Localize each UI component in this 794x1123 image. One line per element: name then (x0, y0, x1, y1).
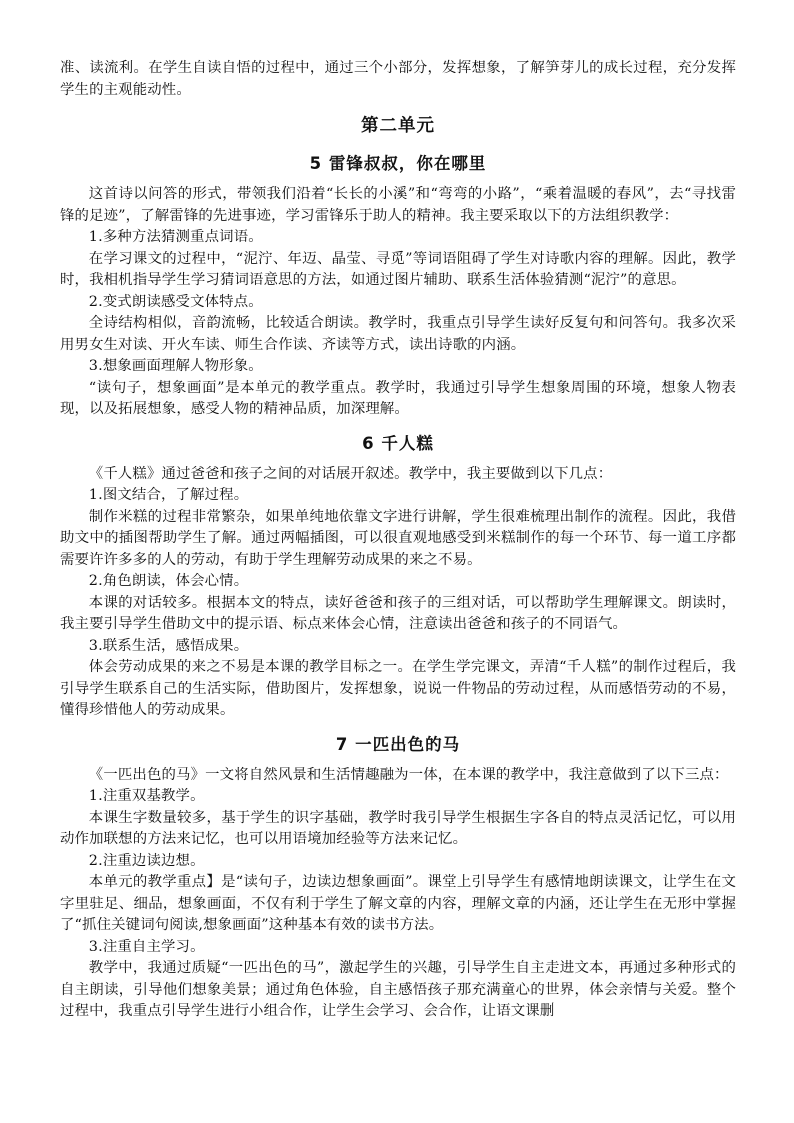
intro-paragraph: 准、读流利。在学生自读自悟的过程中，通过三个小部分，发挥想象，了解笋芽儿的成长过程，充分发挥学生的主观能动性。 (60, 60, 736, 98)
lesson-6-paragraph: 《千人糕》通过爸爸和孩子之间的对话展开叙述。教学中，我主要做到以下几点： (88, 465, 613, 482)
document-page (60, 58, 736, 1023)
unit-title: 第二单元 (361, 116, 435, 136)
lesson-6-point-heading: 2.角色朗读，体会心情。 (88, 573, 249, 589)
lesson-6-point-heading: 1.图文结合，了解过程。 (88, 487, 249, 503)
lesson-7-paragraph: 本课生字数量较多，基于学生的识字基础，教学时我引导学生根据生字各自的特点灵活记忆，可以用动作加联想的方法来记忆，也可以用语境加经验等方法来记忆。 (60, 809, 736, 847)
lesson-7-paragraph: 教学中，我通过质疑“一匹出色的马”，激起学生的兴趣，引导学生自主走进文本，再通过多种形式的自主朗读，引导他们想象美景；通过角色体验，自主感悟孩子那充满童心的世界，体会亲情与关爱。整个过程中，我重点引导学生进行小组合作，让学生会学习、会合作，让语文课删 (60, 960, 736, 1019)
lesson-5-paragraph: 全诗结构相似，音韵流畅，比较适合朗读。教学时，我重点引导学生读好反复句和问答句。我多次采用男女生对读、开火车读、师生合作读、齐读等方式，读出诗歌的内涵。 (60, 315, 736, 353)
lesson-5-point-heading: 1.多种方法猜测重点词语。 (88, 229, 263, 245)
lesson-5-point-heading: 2.变式朗读感受文体特点。 (88, 293, 263, 310)
lesson-5-paragraph: “读句子，想象画面”是本单元的教学重点。教学时，我通过引导学生想象周围的环境，想象人物表现，以及拓展想象，感受人物的精神品质，加深理解。 (60, 379, 736, 417)
lesson-6-paragraph: 体会劳动成果的来之不易是本课的教学目标之一。在学生学完课文，弄清“千人糕”的制作过程后，我引导学生联系自己的生活实际，借助图片，发挥想象，说说一件物品的劳动过程，从而感悟劳动的不易，懂得珍惜他人的劳动成果。 (60, 659, 736, 718)
lesson-5-paragraph: 在学习课文的过程中，“泥泞、年迈、晶莹、寻觅”等词语阻碍了学生对诗歌内容的理解。因此，教学时，我相机指导学生学习猜词语意思的方法，如通过图片辅助、联系生活体验猜测“泥泞”的意思。 (60, 250, 736, 288)
lesson-7-title: 7 一匹出色的马 (335, 734, 461, 754)
lesson-6-paragraph: 制作米糕的过程非常繁杂，如果单纯地依靠文字进行讲解，学生很难梳理出制作的流程。因此，我借助文中的插图帮助学生了解。通过两幅插图，可以很直观地感受到米糕制作的每一个环节、每一道工序都需要许许多多的人的劳动，有助于学生理解劳动成果的来之不易。 (60, 508, 736, 568)
lesson-5-title: 5 雷锋叔叔，你在哪里 (309, 154, 487, 173)
lesson-6-point-heading: 3.联系生活，感悟成果。 (88, 637, 249, 654)
lesson-7-point-heading: 3.注重自主学习。 (88, 938, 205, 955)
lesson-6-title: 6 千人糕 (362, 433, 434, 453)
lesson-7-paragraph: 本单元的教学重点】是“读句子，边读边想象画面”。课堂上引导学生有感情地朗读课文，让学生在文字里驻足、细品，想象画面，不仅有利于学生了解文章的内容，理解文章的内涵，还让学生在无形中掌握了“抓住关键词句阅读,想象画面”这种基本有效的读书方法。 (60, 874, 736, 933)
lesson-5-point-heading: 3.想象画面理解人物形象。 (88, 358, 263, 374)
lesson-7-point-heading: 2.注重边读边想。 (88, 852, 205, 869)
lesson-5-section (60, 150, 736, 421)
lesson-7-point-heading: 1.注重双基教学。 (88, 788, 205, 804)
lesson-6-paragraph: 本课的对话较多。根据本文的特点，读好爸爸和孩子的三组对话，可以帮助学生理解课文。朗读时，我主要引导学生借助文中的提示语、标点来体会心情，注意读出爸爸和孩子的不同语气。 (60, 594, 736, 632)
lesson-5-paragraph: 这首诗以问答的形式，带领我们沿着“长长的小溪”和“弯弯的小路”，“乘着温暖的春风”，去“寻找雷锋的足迹”，了解雷锋的先进事迹，学习雷锋乐于助人的精神。我主要采取以下的方法组织教学： (60, 186, 736, 224)
lesson-6-section (60, 430, 736, 722)
lesson-7-paragraph: 《一匹出色的马》一文将自然风景和生活情趣融为一体，在本课的教学中，我注意做到了以下三点： (88, 766, 729, 783)
lesson-7-section (60, 731, 736, 1023)
